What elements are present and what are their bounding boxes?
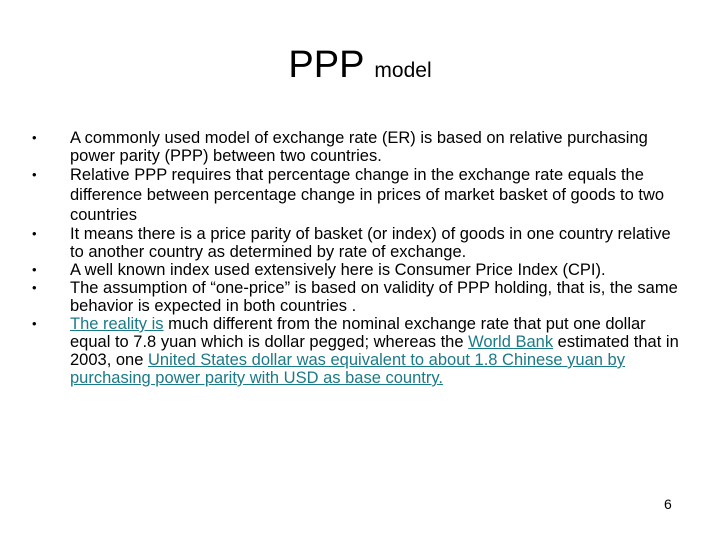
- bullet-item: [32, 129, 682, 165]
- bullet-item: [32, 225, 682, 261]
- world-bank-link[interactable]: World Bank: [468, 333, 554, 351]
- title-sub: model: [374, 59, 432, 82]
- bullet-item: [32, 261, 682, 279]
- bullet-item: [32, 165, 682, 225]
- page-number: 6: [664, 496, 672, 512]
- bullet-text-segment: estimated that in 2003, one: [70, 333, 679, 369]
- bullet-marker: •: [32, 130, 37, 145]
- bullet-marker: •: [32, 226, 37, 241]
- bullet-text: A well known index used extensively here is Consumer Price Index (CPI).: [70, 261, 606, 279]
- bullet-text: The assumption of “one-price” is based on validity of PPP holding, that is, the same behavior is expected in both countries .: [70, 279, 678, 315]
- bullet-marker: •: [32, 167, 37, 182]
- bullet-text: Relative PPP requires that percentage change in the exchange rate equals the difference between percentage change in prices of market basket of goods to two countries: [70, 166, 665, 224]
- bullet-text: A commonly used model of exchange rate (ER) is based on relative purchasing power parity (PPP) between two countries.: [70, 129, 648, 165]
- bullet-text: [70, 315, 679, 387]
- slide-title: [0, 46, 720, 84]
- bullet-marker: •: [32, 262, 37, 277]
- bullet-text-segment: much different from the nominal exchange rate that put one dollar equal to 7.8 yuan which is dollar pegged; whereas the: [70, 315, 646, 351]
- title-main: PPP: [288, 44, 365, 86]
- bullet-list: [32, 129, 682, 387]
- bullet-text: It means there is a price parity of basket (or index) of goods in one country relative to another country as determined by rate of exchange.: [70, 225, 671, 261]
- bullet-marker: •: [32, 316, 37, 331]
- bullet-item: [32, 315, 682, 387]
- bullet-marker: •: [32, 280, 37, 295]
- reality-link[interactable]: The reality is: [70, 315, 164, 333]
- usd-ppp-link[interactable]: United States dollar was equivalent to about 1.8 Chinese yuan by purchasing power parity with USD as base country.: [70, 351, 625, 387]
- bullet-item: [32, 279, 682, 315]
